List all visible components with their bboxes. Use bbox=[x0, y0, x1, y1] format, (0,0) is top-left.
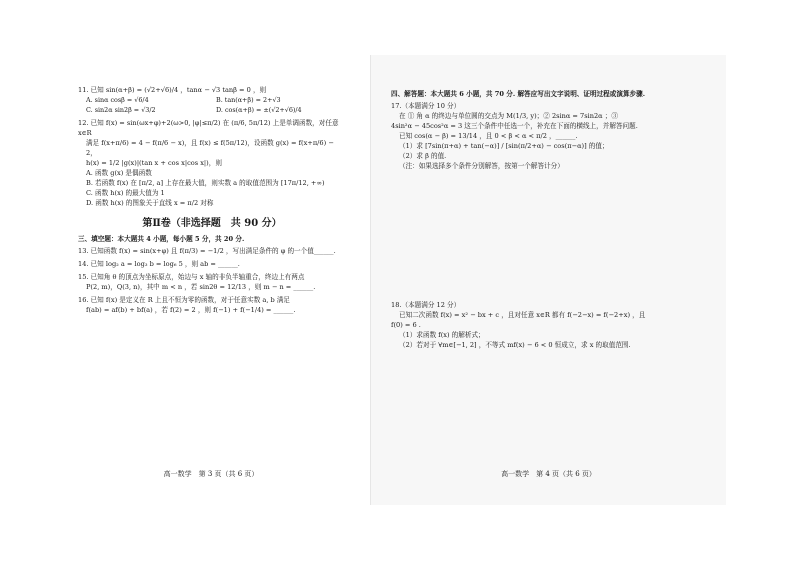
page-footer-right: 高一数学 第 4 页（共 6 页） bbox=[501, 470, 596, 478]
question-18 bbox=[391, 300, 708, 350]
q12-option-d: D. 函数 h(x) 的图象关于直线 x = π/2 对称 bbox=[86, 199, 214, 207]
q12-option-a: A. 函数 g(x) 是偶函数 bbox=[86, 169, 152, 177]
q17-sub-1: （1）求 [7sin(π+α) + tan(−α)] / [sin(π/2+α) − cos(π−α)] 的值； bbox=[399, 142, 609, 150]
question-12 bbox=[78, 118, 346, 208]
q12-line-2: 满足 f(x+π/6) = 4 − f(π/6 − x)，且 f(x) ≤ f(5π/12)，设函数 g(x) = f(x+π/6) − 2， bbox=[86, 139, 334, 157]
section-4-heading: 四、解答题：本大题共 6 小题，共 70 分. 解答应写出文字说明、证明过程或演算步骤. bbox=[391, 90, 646, 98]
question-14: 14. 已知 log₂ a = log₃ b = log₆ 5 ，则 ab = ______. bbox=[78, 260, 240, 268]
q11-option-a: A. sinα cosβ = √6/4 bbox=[86, 96, 149, 104]
q18-line-2: f(0) = 6 . bbox=[391, 321, 421, 329]
exam-page-3 bbox=[58, 55, 364, 505]
q15-line-2: P(2, m)，Q(3, n)，其中 m < n ，若 sin2θ = 12/13 ，则 m − n = ______. bbox=[86, 283, 316, 291]
part-2-title: 第Ⅱ卷（非选择题 共 90 分） bbox=[142, 218, 282, 229]
page-footer-left: 高一数学 第 3 页（共 6 页） bbox=[163, 470, 259, 478]
question-17 bbox=[391, 101, 708, 171]
q11-stem: 11. 已知 sin(α+β) = (√2+√6)/4 ，tanα − √3 tanβ = 0 ，则 bbox=[78, 86, 267, 94]
q11-option-d: D. cos(α+β) = ±(√2+√6)/4 bbox=[216, 106, 302, 114]
q17-line-2: 4sin²α − 45cos²α = 3 这三个条件中任选一个，补充在下面的横线上，并解答问题. bbox=[391, 122, 638, 130]
q16-line-2: f(ab) = af(b) + bf(a) ，若 f(2) = 2 ，则 f(−1) + f(−1/4) = ______. bbox=[86, 306, 296, 314]
question-16 bbox=[78, 295, 346, 315]
q11-option-b: B. tan(α+β) = 2+√3 bbox=[216, 96, 281, 104]
q16-line-1: 16. 已知 f(x) 是定义在 R 上且不恒为零的函数，对于任意实数 a, b 满足 bbox=[78, 296, 291, 304]
q12-option-b: B. 若函数 f(x) 在 [π/2, a] 上存在最大值，则实数 a 的取值范围为 [17π/12, +∞) bbox=[86, 179, 325, 187]
question-15 bbox=[78, 272, 346, 292]
exam-page-4 bbox=[370, 55, 726, 505]
q17-header: 17.（本题满分 10 分） bbox=[391, 102, 461, 110]
q15-line-1: 15. 已知角 θ 的顶点为坐标原点，始边与 x 轴的非负半轴重合，终边上有两点 bbox=[78, 273, 305, 281]
q12-option-c: C. 函数 h(x) 的最大值为 1 bbox=[86, 189, 165, 197]
q17-line-1: 在 ① 角 α 的终边与单位圆的交点为 M(1/3, y)；② 2sinα = 7sin2α ；③ bbox=[399, 112, 618, 120]
section-3-heading: 三、填空题：本大题共 4 小题，每小题 5 分，共 20 分. bbox=[78, 235, 245, 243]
question-11 bbox=[78, 85, 346, 115]
q17-line-3: 已知 cos(α − β) = 13/14 ，且 0 < β < α < π/2 ，______. bbox=[399, 132, 578, 140]
q18-line-1: 已知二次函数 f(x) = x² − bx + c ，且对任意 x∈R 都有 f(−2−x) = f(−2+x) ，且 bbox=[399, 311, 646, 319]
q17-sub-2: （2）求 β 的值. bbox=[399, 152, 447, 160]
q12-line-1: 12. 已知 f(x) = sin(ωx+φ)+2(ω>0, |φ|≤π/2) 在 (π/6, 5π/12) 上是单调函数，对任意 x∈R bbox=[78, 119, 339, 137]
answer-space bbox=[391, 174, 708, 210]
answer-space-2 bbox=[391, 210, 708, 300]
q18-sub-1: （1）求函数 f(x) 的解析式； bbox=[399, 331, 485, 339]
question-13: 13. 已知函数 f(x) = sin(x+φ) 且 f(π/3) = −1/2 ，写出满足条件的 φ 的一个值______. bbox=[78, 247, 336, 255]
q11-option-c: C. sin2α sin2β = √3/2 bbox=[86, 106, 156, 114]
q18-header: 18.（本题满分 12 分） bbox=[391, 301, 461, 309]
q17-note: （注：如果选择多个条件分别解答，按第一个解答计分） bbox=[399, 162, 564, 170]
q18-sub-2: （2）若对于 ∀m∈[−1, 2] ，不等式 mf(x) − 6 < 0 恒成立，求 x 的取值范围. bbox=[399, 341, 631, 349]
q12-line-3: h(x) = 1/2 |g(x)|(tan x + cos x|cos x|)，则 bbox=[86, 159, 222, 167]
